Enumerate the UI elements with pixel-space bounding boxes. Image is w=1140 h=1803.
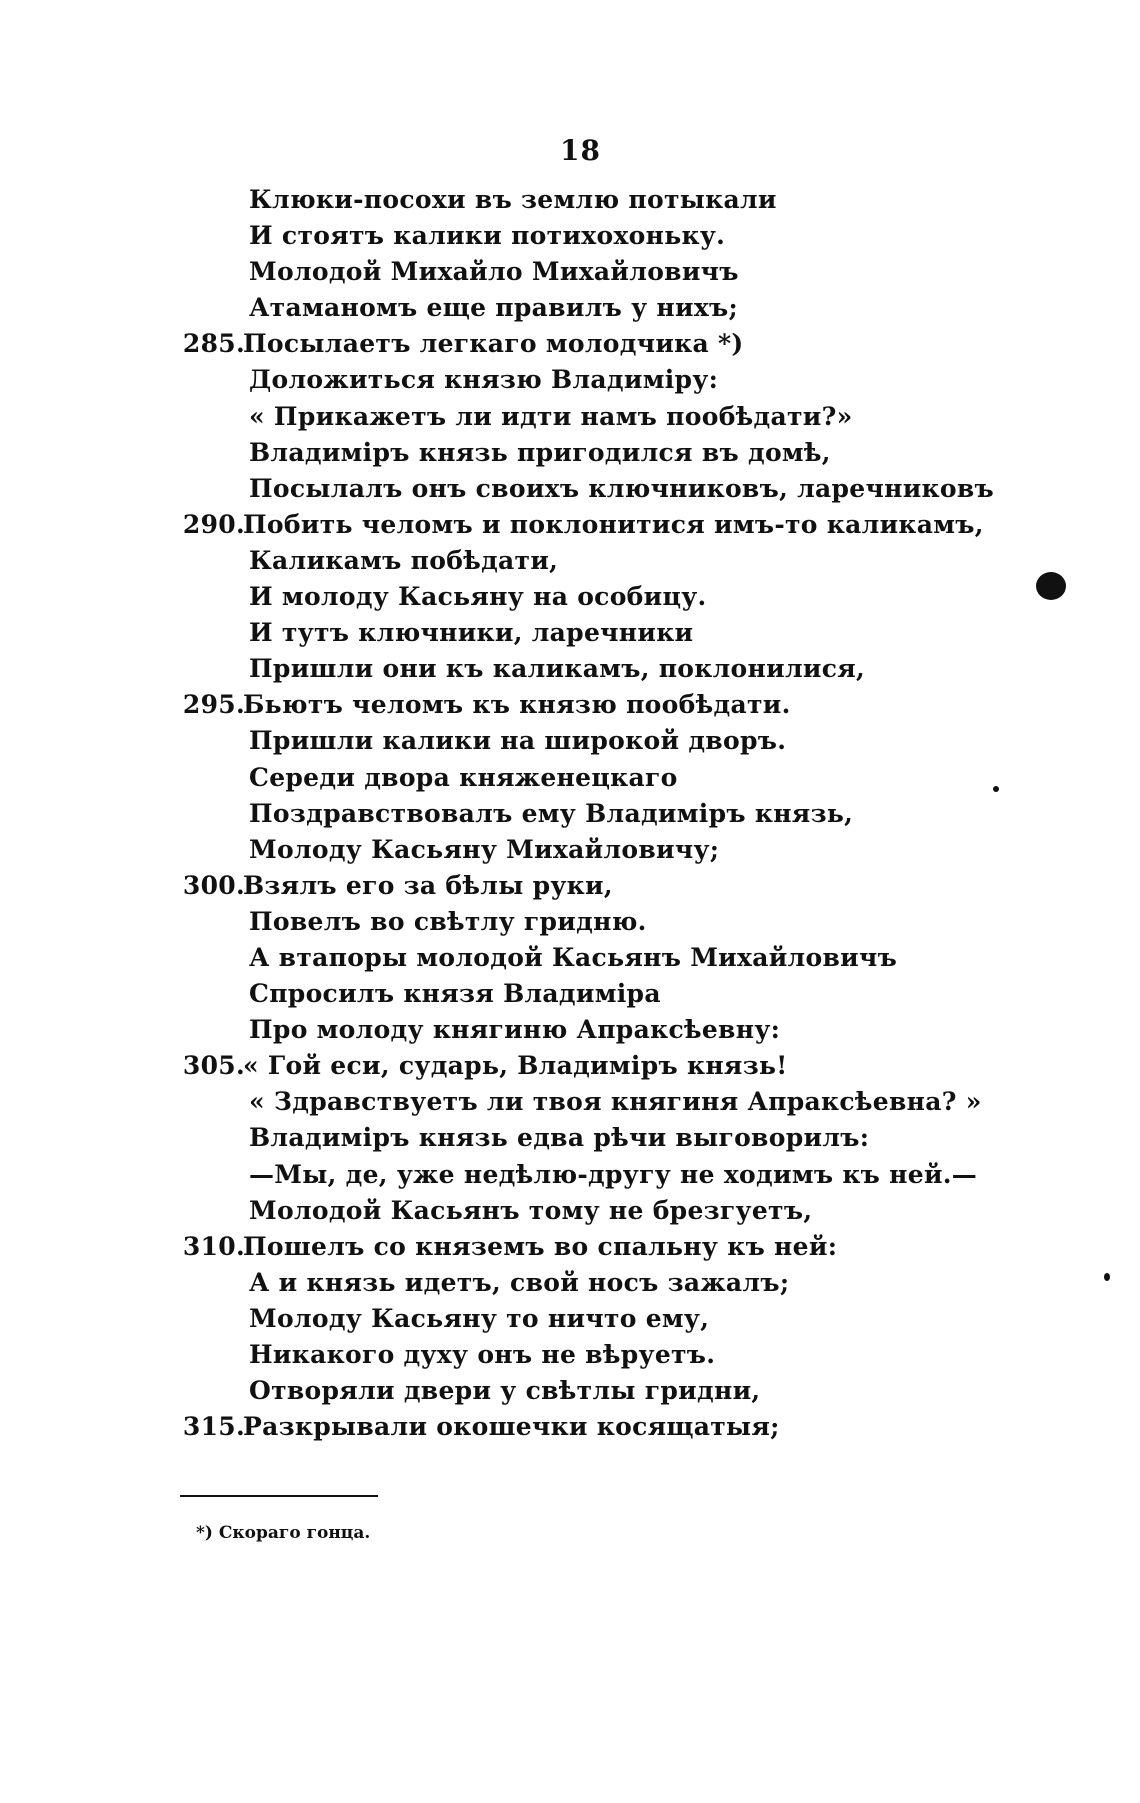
ink-speck: [993, 786, 999, 792]
line-text: Молодой Касьянъ тому не брезгуетъ,: [249, 1195, 813, 1225]
verse-line: [175, 868, 1075, 904]
line-text: Середи двора княженецкаго: [249, 762, 678, 792]
line-text: А и князь идетъ, свой носъ зажалъ;: [249, 1267, 790, 1297]
verse-line: [175, 254, 1075, 290]
line-number: 290.: [182, 509, 245, 539]
line-text: « Здравствуетъ ли твоя княгиня Апраксѣевна? »: [249, 1087, 982, 1117]
verse-line: [175, 760, 1075, 796]
verse-block: [175, 182, 1075, 1445]
line-text: Молоду Касьяну Михайловичу;: [249, 834, 720, 864]
footnote-divider: [180, 1495, 378, 1497]
ink-speck: [1104, 1273, 1110, 1281]
line-text: Повелъ во свѣтлу гридню.: [249, 906, 647, 936]
line-text: —Мы, де, уже недѣлю-другу не ходимъ къ ней.—: [249, 1159, 978, 1189]
ink-blot: [1036, 572, 1066, 600]
line-text: Отворяли двери у свѣтлы гридни,: [249, 1376, 761, 1406]
verse-line: [175, 796, 1075, 832]
line-text: « Гой еси, сударь, Владиміръ князь!: [243, 1051, 788, 1081]
verse-line: [175, 290, 1075, 326]
line-text: Клюки-посохи въ землю потыкали: [249, 185, 777, 214]
line-number: 305.: [182, 1051, 245, 1081]
verse-line: [175, 1048, 1075, 1084]
line-number: 295.: [182, 690, 245, 720]
line-text: Посылаетъ легкаго молодчика *): [243, 329, 744, 359]
line-text: Побить челомъ и поклонитися имъ-то каликамъ,: [243, 509, 984, 539]
line-text: Пришли калики на широкой дворъ.: [249, 726, 787, 756]
line-number: 310.: [182, 1231, 245, 1261]
line-text: Пришли они къ каликамъ, поклонилися,: [249, 654, 866, 684]
line-text: Посылалъ онъ своихъ ключниковъ, ларечниковъ: [249, 473, 995, 503]
line-text: Поздравствовалъ ему Владиміръ князь,: [249, 798, 854, 828]
verse-line: [175, 723, 1075, 759]
line-number: 300.: [182, 870, 245, 900]
line-text: Владиміръ князь пригодился въ домѣ,: [249, 437, 831, 467]
verse-line: [175, 1193, 1075, 1229]
line-text: Каликамъ побѣдати,: [249, 545, 559, 575]
line-text: Атаманомъ еще правилъ у нихъ;: [249, 293, 739, 323]
line-text: Молодой Михайло Михайловичъ: [249, 257, 739, 287]
verse-line: [175, 904, 1075, 940]
line-text: А втапоры молодой Касьянъ Михайловичъ: [249, 942, 898, 972]
footnote: *) Скораго гонца.: [196, 1523, 371, 1543]
line-text: И тутъ ключники, ларечники: [249, 618, 694, 648]
line-text: Спросилъ князя Владиміра: [249, 979, 661, 1009]
verse-line: [175, 507, 1075, 543]
verse-line: [175, 940, 1075, 976]
line-text: Владиміръ князь едва рѣчи выговорилъ:: [249, 1123, 870, 1153]
verse-line: [175, 1337, 1075, 1373]
line-text: Разкрывали окошечки косящатыя;: [243, 1412, 780, 1442]
verse-line: [175, 435, 1075, 471]
verse-line: [175, 1229, 1075, 1265]
line-text: Доложиться князю Владиміру:: [249, 365, 719, 395]
verse-line: [175, 1084, 1075, 1120]
verse-line: [175, 182, 1075, 218]
verse-line: [175, 1301, 1075, 1337]
verse-line: [175, 471, 1075, 507]
line-text: « Прикажетъ ли идти намъ пообѣдати?»: [249, 401, 853, 431]
line-text: Пошелъ со княземъ во спальну къ ней:: [243, 1231, 838, 1261]
verse-line: [175, 399, 1075, 435]
verse-line: [175, 543, 1075, 579]
line-text: Никакого духу онъ не вѣруетъ.: [249, 1340, 716, 1369]
verse-line: [175, 832, 1075, 868]
verse-line: [175, 687, 1075, 723]
line-text: Про молоду княгиню Апраксѣевну:: [249, 1015, 781, 1045]
verse-line: [175, 1373, 1075, 1409]
line-number: 285.: [182, 329, 245, 359]
verse-line: [175, 1012, 1075, 1048]
line-text: И стоятъ калики потихохоньку.: [249, 221, 726, 251]
line-text: Молоду Касьяну то ничто ему,: [249, 1303, 710, 1333]
line-text: Бьютъ челомъ къ князю пообѣдати.: [243, 690, 791, 720]
page-number: 18: [560, 134, 601, 167]
line-number: 315.: [182, 1412, 245, 1442]
verse-line: [175, 218, 1075, 254]
verse-line: [175, 579, 1075, 615]
verse-line: [175, 976, 1075, 1012]
verse-line: [175, 1157, 1075, 1193]
verse-line: [175, 651, 1075, 687]
line-text: Взялъ его за бѣлы руки,: [243, 870, 613, 900]
line-text: И молоду Касьяну на особицу.: [249, 582, 707, 612]
verse-line: [175, 1265, 1075, 1301]
verse-line: [175, 326, 1075, 362]
verse-line: [175, 362, 1075, 398]
verse-line: [175, 1409, 1075, 1445]
verse-line: [175, 1120, 1075, 1156]
verse-line: [175, 615, 1075, 651]
